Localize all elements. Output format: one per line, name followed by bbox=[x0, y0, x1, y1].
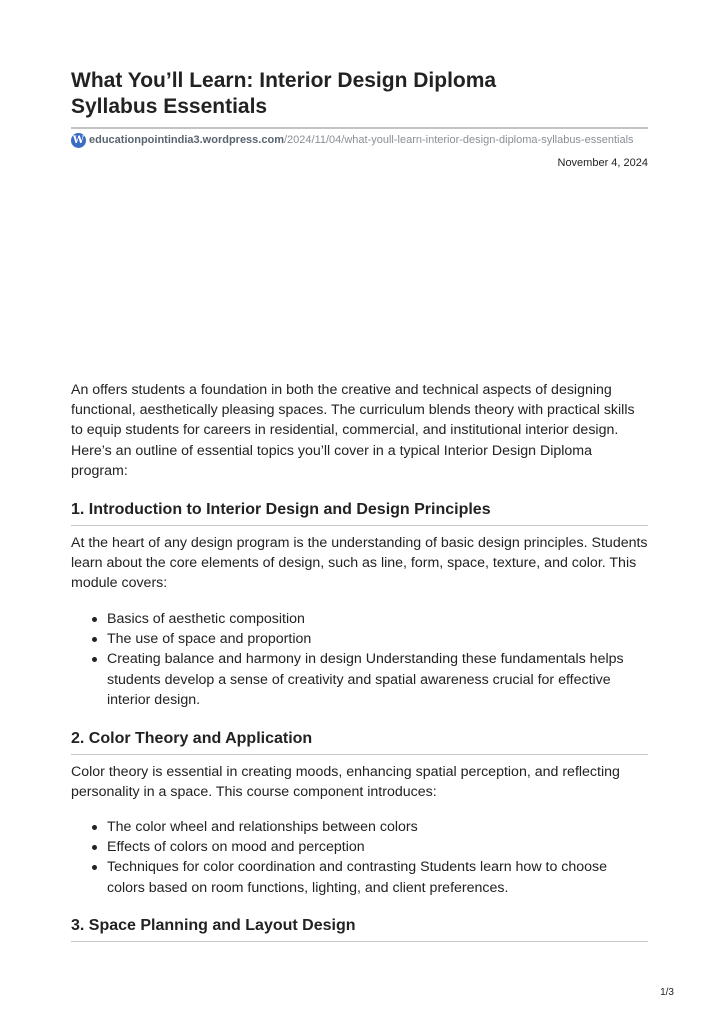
page-number: 1/3 bbox=[660, 987, 674, 998]
source-path: /2024/11/04/what-youll-learn-interior-design-diploma-syllabus-essentials bbox=[283, 134, 634, 146]
list-item: Techniques for color coordination and contrasting Students learn how to choose colors based on room functions, lighting, and client preferences. bbox=[71, 857, 648, 897]
section-body: Color theory is essential in creating moods, enhancing spatial perception, and reflecting personality in a space. This course component introduces: bbox=[71, 764, 620, 801]
section-body: At the heart of any design program is the understanding of basic design principles. Students learn about the core elements of design, such as line, form, space, texture, and color. This module covers: bbox=[71, 535, 648, 592]
page-title: What You’ll Learn: Interior Design Diploma Syllabus Essentials bbox=[71, 69, 497, 118]
list-item: The color wheel and relationships between colors bbox=[71, 817, 648, 837]
publish-date: November 4, 2024 bbox=[557, 157, 648, 169]
section-divider bbox=[71, 525, 648, 526]
section-heading: 2. Color Theory and Application bbox=[71, 730, 313, 747]
source-domain: educationpointindia3.wordpress.com bbox=[89, 134, 284, 146]
section-divider bbox=[71, 754, 648, 755]
list-item: Basics of aesthetic composition bbox=[71, 609, 648, 629]
title-divider bbox=[71, 127, 648, 129]
bullet-list bbox=[71, 817, 648, 898]
bullet-list bbox=[71, 609, 648, 710]
list-item: The use of space and proportion bbox=[71, 629, 648, 649]
wordpress-icon: W bbox=[72, 134, 85, 146]
section-heading: 1. Introduction to Interior Design and Design Principles bbox=[71, 501, 491, 518]
list-item: Effects of colors on mood and perception bbox=[71, 837, 648, 857]
section-divider bbox=[71, 941, 648, 942]
source-link[interactable] bbox=[71, 131, 634, 149]
intro-paragraph: An offers students a foundation in both the creative and technical aspects of designing functional, aesthetically pleasing spaces. The curriculum blends theory with practical skills to equip students for careers in residential, commercial, and institutional interior design. Here’s an outline of essential topics you’ll cover in a typical Interior Design Diploma program: bbox=[71, 382, 635, 479]
section-heading: 3. Space Planning and Layout Design bbox=[71, 917, 356, 934]
list-item: Creating balance and harmony in design Understanding these fundamentals helps students develop a sense of creativity and spatial awareness crucial for effective interior design. bbox=[71, 649, 648, 710]
